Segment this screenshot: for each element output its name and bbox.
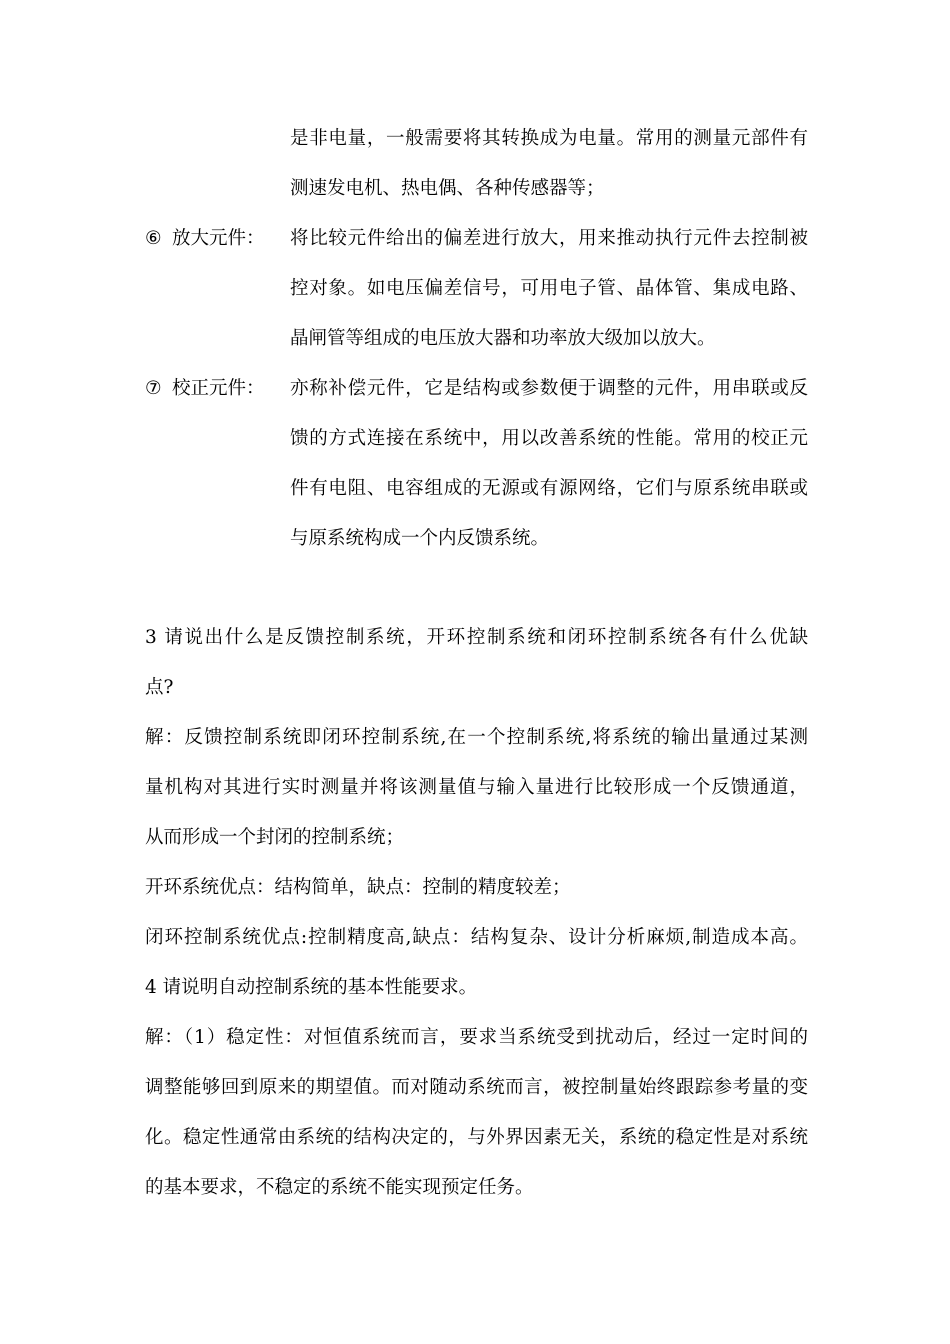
q3-answer-line-3: 从而形成一个封闭的控制系统； <box>145 827 405 848</box>
q3-question-line-1: 3 请说出什么是反馈控制系统，开环控制系统和闭环控制系统各有什么优缺 <box>145 627 808 648</box>
item7-label: 校正元件： <box>172 378 265 399</box>
item7-line-3: 件有电阻、电容组成的无源或有源网络，它们与原系统串联或 <box>290 478 808 499</box>
q4-answer-line-2: 调整能够回到原来的期望值。而对随动系统而言，被控制量始终跟踪参考量的变 <box>145 1077 808 1098</box>
q3-answer-line-1: 解：反馈控制系统即闭环控制系统,在一个控制系统,将系统的输出量通过某测 <box>145 727 808 748</box>
continuation-line-1: 是非电量，一般需要将其转换成为电量。常用的测量元部件有 <box>290 128 808 149</box>
item7-line-1: 亦称补偿元件，它是结构或参数便于调整的元件，用串联或反 <box>290 378 808 399</box>
q4-answer-line-1: 解：（1）稳定性：对恒值系统而言，要求当系统受到扰动后，经过一定时间的 <box>145 1027 808 1048</box>
continuation-line-2: 测速发电机、热电偶、各种传感器等； <box>290 178 605 199</box>
item6-marker: ⑥ <box>145 228 162 249</box>
q3-answer-line-2: 量机构对其进行实时测量并将该测量值与输入量进行比较形成一个反馈通道， <box>145 777 808 798</box>
item6-line-2: 控对象。如电压偏差信号，可用电子管、晶体管、集成电路、 <box>290 278 808 299</box>
item6-line-3: 晶闸管等组成的电压放大器和功率放大级加以放大。 <box>290 328 716 349</box>
q4-answer-line-4: 的基本要求，不稳定的系统不能实现预定任务。 <box>145 1177 534 1198</box>
item6-label: 放大元件： <box>172 228 265 249</box>
q4-question-line: 4 请说明自动控制系统的基本性能要求。 <box>145 977 478 998</box>
q3-question-line-2: 点? <box>145 677 174 698</box>
item7-line-2: 馈的方式连接在系统中，用以改善系统的性能。常用的校正元 <box>290 428 808 449</box>
q4-answer-line-3: 化。稳定性通常由系统的结构决定的，与外界因素无关，系统的稳定性是对系统 <box>145 1127 808 1148</box>
item6-line-1: 将比较元件给出的偏差进行放大，用来推动执行元件去控制被 <box>290 228 808 249</box>
q3-answer-line-4: 开环系统优点：结构简单，缺点：控制的精度较差； <box>145 877 571 898</box>
item7-marker: ⑦ <box>145 378 162 399</box>
item7-line-4: 与原系统构成一个内反馈系统。 <box>290 528 550 549</box>
q3-answer-line-5: 闭环控制系统优点:控制精度高,缺点：结构复杂、设计分析麻烦,制造成本高。 <box>145 927 808 948</box>
